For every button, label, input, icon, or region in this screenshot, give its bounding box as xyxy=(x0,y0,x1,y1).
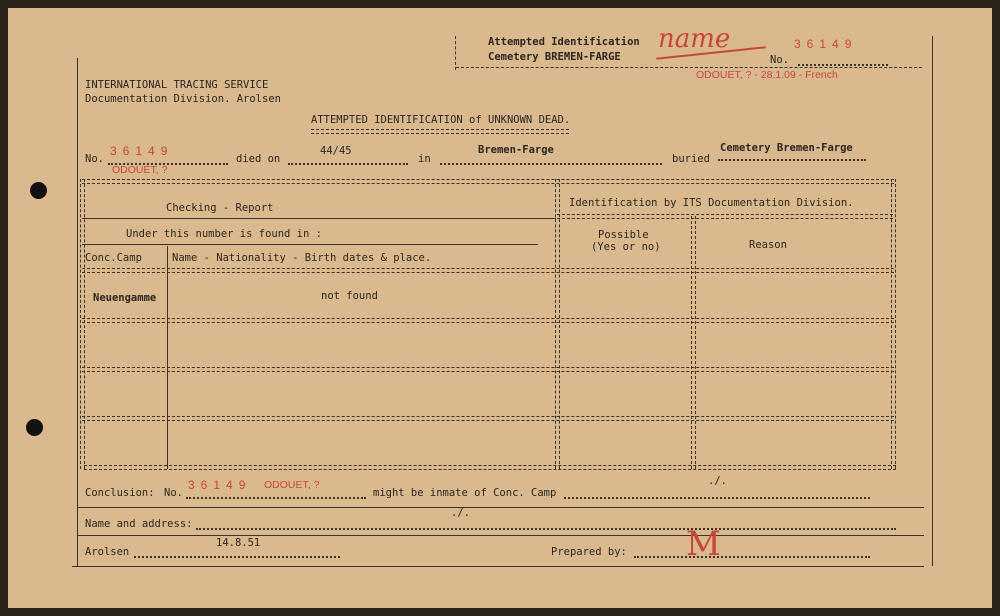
died-dots xyxy=(288,163,408,165)
place-dots xyxy=(440,163,662,165)
found-in-header: Under this number is found in : xyxy=(126,228,322,240)
camp-value: ./. xyxy=(708,475,727,487)
org-line-1: INTERNATIONAL TRACING SERVICE xyxy=(85,79,269,91)
table-right-border xyxy=(891,179,896,469)
buried-label: buried xyxy=(672,153,710,165)
record-no-dots xyxy=(798,64,888,66)
row-camp-cell: Neuengamme xyxy=(93,292,157,304)
org-line-2: Documentation Division. Arolsen xyxy=(85,93,281,105)
col-possible-header: Possible xyxy=(598,229,649,241)
col-reason-header: Reason xyxy=(749,239,787,251)
bottom-border xyxy=(72,566,924,567)
punch-hole xyxy=(26,419,43,436)
camp-dots xyxy=(564,497,870,499)
row-line-1 xyxy=(82,318,894,323)
buried-value: Cemetery Bremen-Farge xyxy=(720,142,853,154)
table-top-border xyxy=(82,179,894,184)
handwritten-name-note: name xyxy=(658,24,731,54)
col-camp-header: Conc.Camp xyxy=(85,252,142,264)
prepared-initial: M xyxy=(686,524,721,564)
table-bottom-border xyxy=(84,465,896,470)
right-border xyxy=(932,36,933,566)
left-border xyxy=(77,58,78,566)
conclusion-dots xyxy=(186,497,366,499)
col-possible-subheader: (Yes or no) xyxy=(591,241,661,253)
arolsen-label: Arolsen xyxy=(85,546,130,558)
prepared-label: Prepared by: xyxy=(551,546,627,558)
date-value: 14.8.51 xyxy=(216,537,261,549)
conclusion-name: ODOUET, ? xyxy=(264,479,320,491)
inmate-text: might be inmate of Conc. Camp xyxy=(373,487,557,499)
punch-hole xyxy=(30,182,47,199)
found-in-line xyxy=(82,244,538,245)
box-left-edge xyxy=(455,36,456,70)
footer-line-2 xyxy=(78,535,924,536)
table-left-border xyxy=(80,179,85,469)
camp-name-divider xyxy=(167,246,168,469)
no-label: No. xyxy=(85,153,104,165)
possible-reason-divider xyxy=(691,216,696,469)
conclusion-no-label: No. xyxy=(164,487,183,499)
checking-header-line xyxy=(82,218,556,219)
its-header-line xyxy=(557,214,893,219)
row-name-cell: not found xyxy=(321,290,378,302)
row-line-3 xyxy=(82,416,894,421)
in-label: in xyxy=(418,153,431,165)
died-label: died on xyxy=(236,153,281,165)
form-title: ATTEMPTED IDENTIFICATION of UNKNOWN DEAD. xyxy=(311,114,571,126)
record-card xyxy=(8,8,992,608)
no-value: 36149 xyxy=(110,144,174,158)
died-value: 44/45 xyxy=(320,145,352,157)
record-no-value: 36149 xyxy=(794,37,858,51)
place-value: Bremen-Farge xyxy=(478,144,554,156)
box-bottom-edge xyxy=(456,67,922,68)
no-subnote: ODOUET, ? xyxy=(112,164,168,176)
record-no-label: No. xyxy=(770,54,789,66)
subject-note: ODOUET, ? - 28.1.09 - French xyxy=(696,69,838,81)
box-line-1: Attempted Identification xyxy=(488,36,640,48)
its-header: Identification by ITS Documentation Division. xyxy=(569,197,854,209)
column-header-line xyxy=(82,268,894,273)
name-address-dots xyxy=(196,528,896,530)
col-name-header: Name - Nationality - Birth dates & place. xyxy=(172,252,432,264)
conclusion-label: Conclusion: xyxy=(85,487,155,499)
prepared-dots xyxy=(634,556,870,558)
row-line-2 xyxy=(82,367,894,372)
date-dots xyxy=(134,556,340,558)
footer-line-1 xyxy=(78,507,924,508)
conclusion-no-value: 36149 xyxy=(188,478,252,492)
buried-dots xyxy=(718,159,866,161)
box-line-2: Cemetery BREMEN-FARGE xyxy=(488,51,621,63)
title-underline xyxy=(311,129,569,134)
name-address-label: Name and address: xyxy=(85,518,193,530)
checking-header: Checking - Report xyxy=(166,202,274,214)
name-address-value: ./. xyxy=(451,507,470,519)
table-mid-divider xyxy=(555,179,560,469)
